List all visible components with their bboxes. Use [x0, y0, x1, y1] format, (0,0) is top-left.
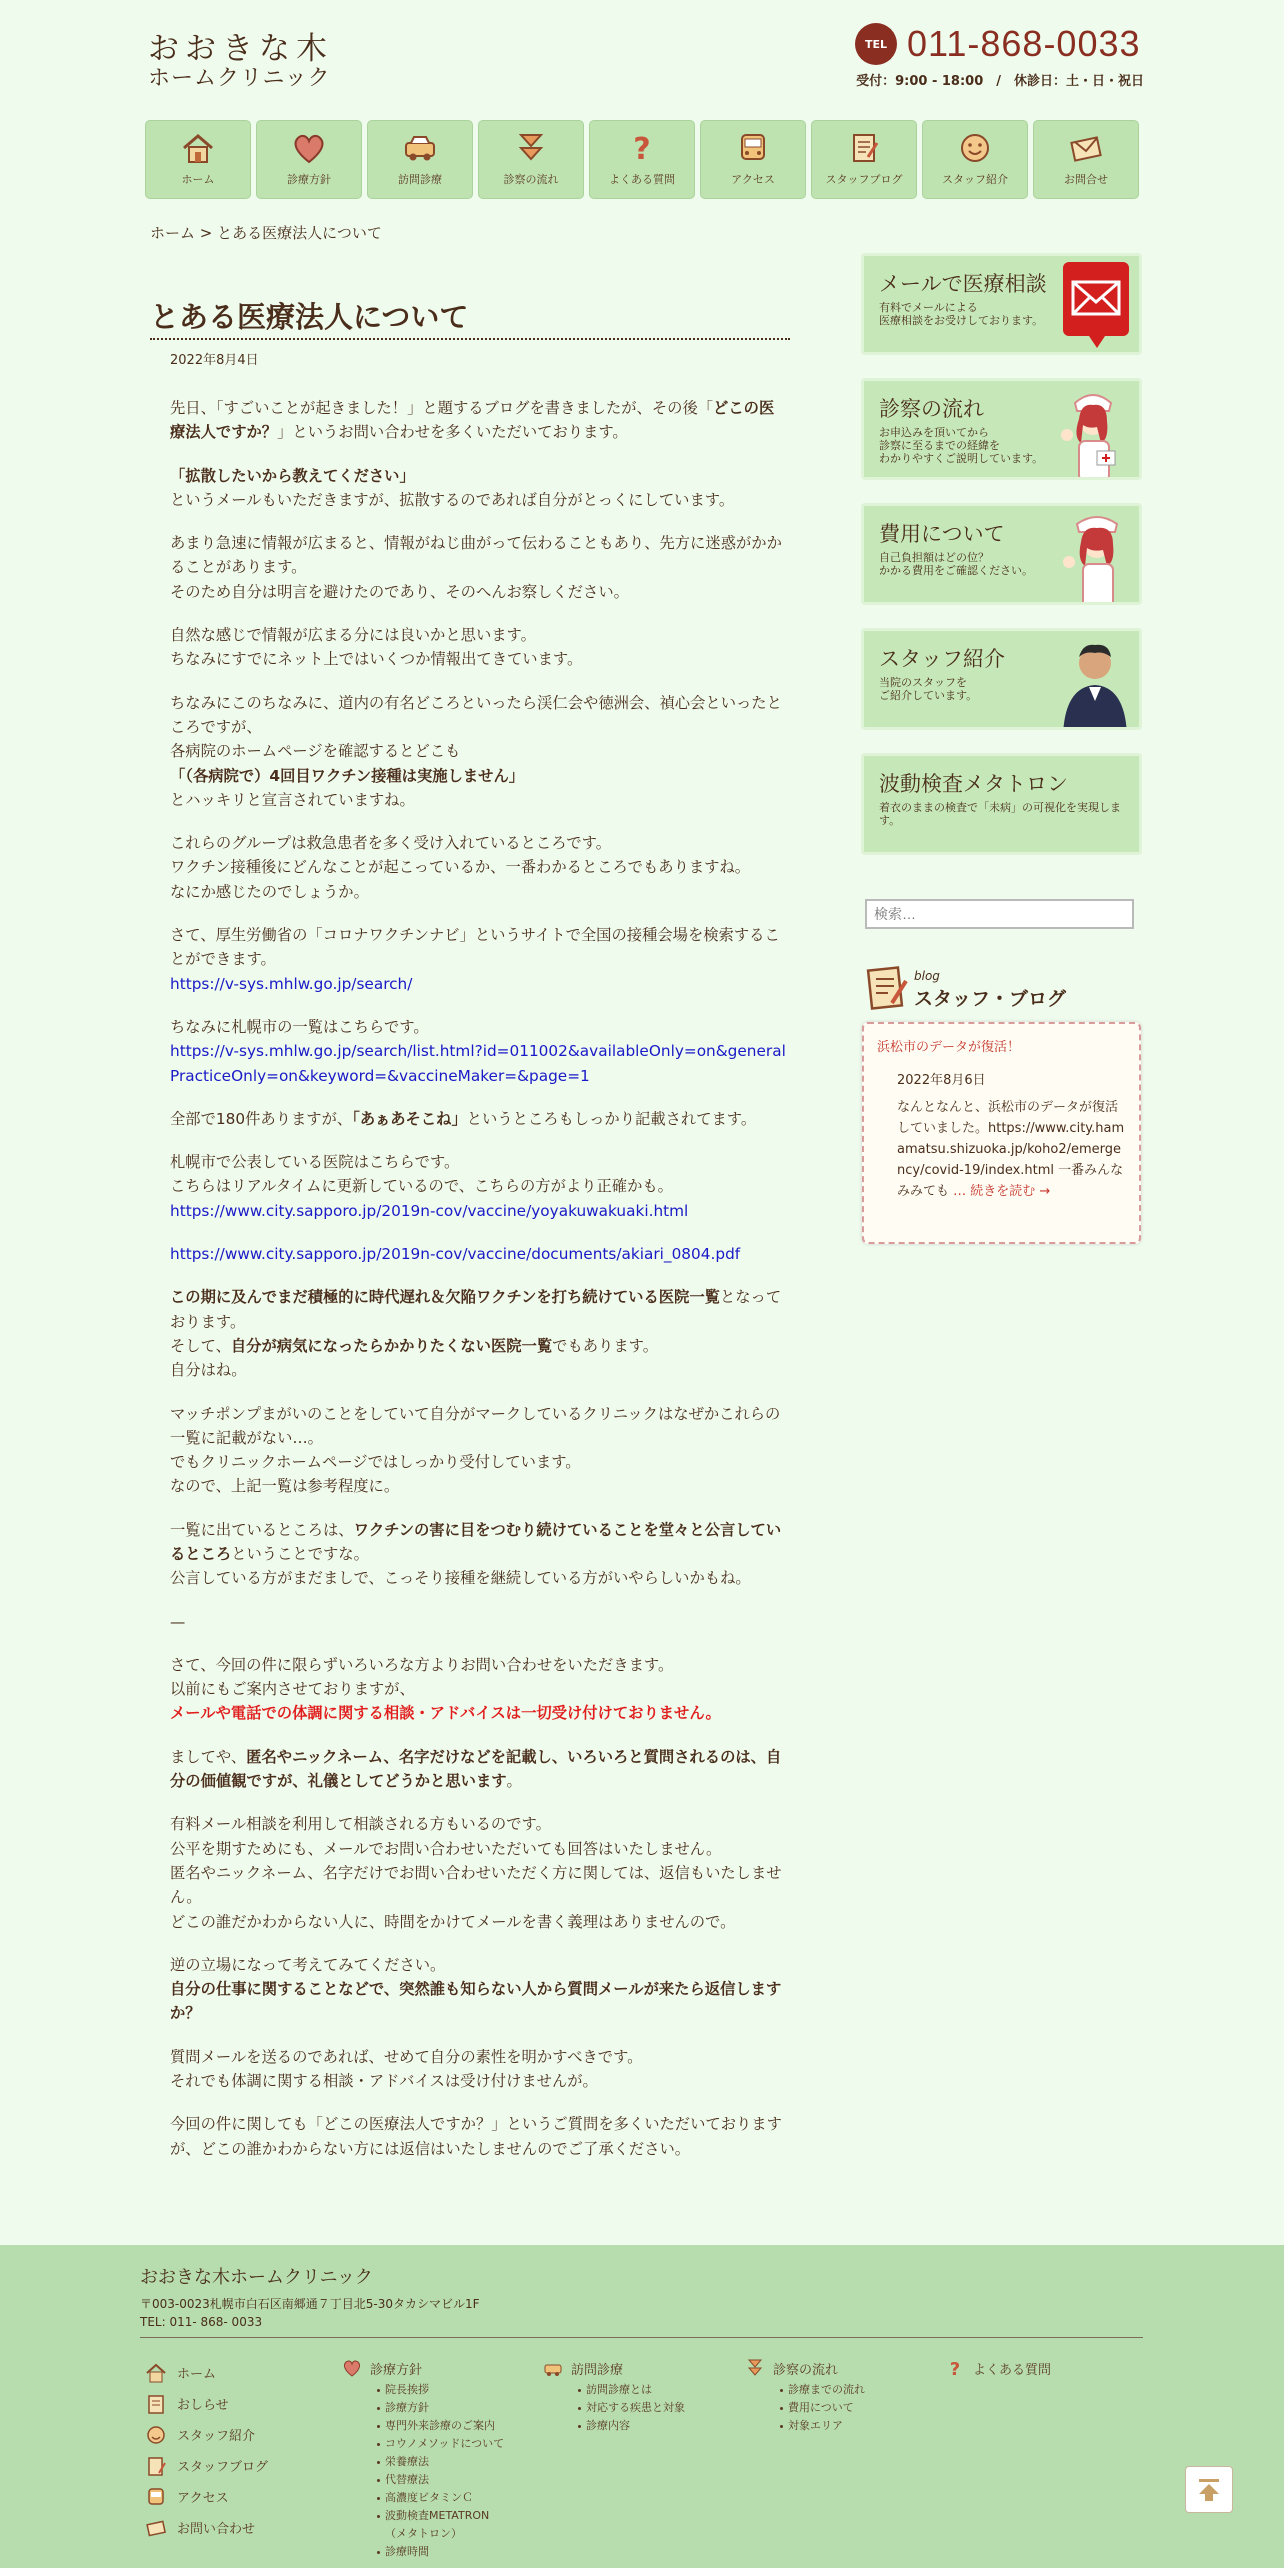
- paragraph: 質問メールを送るのであれば、せめて自分の素性を明かすべきです。 それでも体調に関する相談・アドバイスは受け付けませんが。: [170, 2047, 643, 2091]
- post-title-link[interactable]: 浜松市のデータが復活！: [877, 1040, 1021, 1055]
- article-body: [170, 396, 788, 2161]
- footer-link-news[interactable]: おしらせ: [145, 2388, 268, 2419]
- footer-link[interactable]: 代替療法: [377, 2471, 507, 2489]
- paragraph: ましてや、匿名やニックネーム、名字だけなどを記載し、いろいろと質問されるのは、自分の価値観ですが、礼儀としてどうかと思います。: [170, 1747, 782, 1791]
- paragraph: 札幌市で公表している医院はこちらです。 こちらはリアルタイムに更新しているので、こちらの方がより正確かも。 https://www.city.sapporo.jp/2019n-cov/vaccine/yoyakuwakuaki.html: [170, 1153, 689, 1220]
- footer-link[interactable]: 診療方針: [377, 2399, 507, 2417]
- smile-icon: [957, 131, 993, 165]
- paragraph: これらのグループは救急患者を多く受け入れているところです。 ワクチン接種後にどんなことが起こっているか、一番わかるところでもありますね。 なにか感じたのでしょうか。: [170, 834, 751, 901]
- paragraph: 「拡散したいから教えてください」 というメールもいただきますが、拡散するのであれば自分がとっくにしています。: [170, 466, 735, 509]
- page-title: とある医療法人について: [150, 295, 790, 340]
- article: [150, 295, 790, 2180]
- heart-icon: [342, 2358, 362, 2378]
- tel-badge: TEL: [855, 23, 897, 65]
- footer-divider: [140, 2337, 1143, 2338]
- arrows-down-icon: [745, 2358, 765, 2378]
- banner-mail-consult[interactable]: メールで医療相談 有料でメールによる 医療相談をお受けしております。: [861, 253, 1142, 355]
- footer-link-home[interactable]: ホーム: [145, 2357, 268, 2388]
- banner-consult-flow[interactable]: 診察の流れ お申込みを頂いてから 診察に至るまでの経緯を わかりやすくご説明しています。: [861, 378, 1142, 480]
- paragraph: 今回の件に関しても「どこの医療法人ですか？」というご質問を多くいただいておりますが、どこの誰かわからない方には返信はいたしませんのでご了承ください。: [170, 2115, 782, 2158]
- site-header: [0, 0, 1284, 110]
- home-icon: [145, 2362, 167, 2384]
- footer-col-faq: [945, 2357, 1051, 2379]
- nav-faq[interactable]: ? よくある質問: [589, 120, 695, 199]
- nav-policy[interactable]: 診療方針: [256, 120, 362, 199]
- footer-col-visit: [543, 2357, 685, 2435]
- question-icon: [945, 2358, 965, 2378]
- nav-home[interactable]: ホーム: [145, 120, 251, 199]
- nav-contact[interactable]: お問合せ: [1033, 120, 1139, 199]
- paragraph: あまり急速に情報が広まると、情報がねじ曲がって伝わることもあり、先方に迷惑がかかることがあります。 そのため自分は明言を避けたのであり、そのへんお察しください。: [170, 534, 782, 601]
- paragraph: さて、今回の件に限らずいろいろな方よりお問い合わせをいただきます。 以前にもご案内させておりますが、 メールや電話での体調に関する相談・アドバイスは一切受け付けておりません。: [170, 1655, 721, 1723]
- footer-link[interactable]: 波動検査METATRON（メタトロン）: [377, 2507, 507, 2543]
- blog-post-card: [862, 1022, 1141, 1244]
- footer-link[interactable]: 対応する疾患と対象: [578, 2399, 685, 2417]
- question-icon: [624, 131, 660, 165]
- footer-link-contact[interactable]: お問い合わせ: [145, 2512, 268, 2543]
- paragraph: この期に及んでまだ積極的に時代遅れ＆欠陥ワクチンを打ち続けている医院一覧となっております。 そして、自分が病気になったらかかりたくない医院一覧でもあります。 自分はね。: [170, 1288, 782, 1380]
- footer-link[interactable]: 栄養療法: [377, 2453, 507, 2471]
- paragraph: —: [170, 1612, 186, 1631]
- notebook-icon: [866, 965, 910, 1011]
- nav-staff[interactable]: スタッフ紹介: [922, 120, 1028, 199]
- footer-col-flow: [745, 2357, 865, 2435]
- sidebar: [861, 253, 1142, 878]
- paragraph: マッチポンプまがいのことをしていて自分がマークしているクリニックはなぜかこれらの一覧に記載がない…。 でもクリニックホームページではしっかり受付しています。 なので、上記一覧は参考程度に。: [170, 1404, 781, 1496]
- breadcrumb-separator: >: [199, 224, 213, 242]
- paragraph: 逆の立場になって考えてみてください。 自分の仕事に関することなどで、突然誰も知らない人から質問メールが来たら返信しますか？: [170, 1955, 782, 2023]
- mail-icon: [1061, 260, 1133, 350]
- nav-access[interactable]: アクセス: [700, 120, 806, 199]
- read-more-link[interactable]: … 続きを読む →: [953, 1184, 1051, 1199]
- paragraph: ちなみにこのちなみに、道内の有名どころといったら渓仁会や徳洲会、禎心会といったところですが、 各病院のホームページを確認するとどこも 「（各病院で）4回目ワクチン接種は実施しません」 とハッキリと宣言されていますね。: [170, 693, 782, 809]
- post-date: 2022年8月6日: [897, 1073, 986, 1088]
- heart-icon: [291, 131, 327, 165]
- svg-text:?: ?: [633, 132, 651, 165]
- footer-col-policy: [342, 2357, 507, 2561]
- link-vaccine-navi[interactable]: https://v-sys.mhlw.go.jp/search/: [170, 974, 413, 993]
- footer-heading-faq[interactable]: ? よくある質問: [945, 2357, 1051, 2379]
- footer-heading-visit[interactable]: 訪問診療: [543, 2357, 685, 2379]
- paragraph: [170, 1242, 788, 1266]
- banner-staff[interactable]: スタッフ紹介 当院のスタッフを ご紹介しています。: [861, 628, 1142, 730]
- footer-clinic-name: おおきな木ホームクリニック: [140, 2267, 373, 2288]
- paragraph: 全部で180件ありますが、「あぁあそこね」というところもしっかり記載されてます。: [170, 1109, 757, 1128]
- car-icon: [543, 2358, 563, 2378]
- doctor-photo: [1053, 635, 1133, 730]
- notebook-icon: [846, 131, 882, 165]
- arrow-up-icon: [1195, 2476, 1223, 2504]
- envelope-icon: [1068, 131, 1104, 165]
- footer-col-main: [145, 2357, 268, 2543]
- post-excerpt: なんとなんと、浜松市のデータが復活していました。https://www.city.hamamatsu.shizuoka.jp/koho2/emergency/covid-19/index.html 一番みんなみみても … 続きを読む →: [897, 1100, 1125, 1199]
- link-sapporo-list[interactable]: https://v-sys.mhlw.go.jp/search/list.html?id=011002&availableOnly=on&generalPracticeOnly=on&keyword=&vaccineMaker=&page=1: [170, 1042, 786, 1085]
- footer-link[interactable]: 対象エリア: [780, 2417, 865, 2435]
- search-input[interactable]: [865, 899, 1134, 929]
- notice-icon: [145, 2393, 167, 2415]
- notebook-icon: [145, 2455, 167, 2477]
- paragraph: 先日、「すごいことが起きました！」と題するブログを書きましたが、その後「どこの医療法人ですか？」というお問い合わせを多くいただいております。: [170, 399, 775, 442]
- svg-text:?: ?: [949, 2359, 961, 2378]
- nav-staff-blog[interactable]: スタッフブログ: [811, 120, 917, 199]
- nav-home-visit[interactable]: 訪問診療: [367, 120, 473, 199]
- envelope-icon: [145, 2517, 167, 2539]
- main-nav: [145, 120, 1139, 199]
- bus-icon: [145, 2486, 167, 2508]
- breadcrumb-current: とある医療法人について: [217, 224, 382, 242]
- office-hours: 受付：9:00 - 18:00 / 休診日：土・日・祝日: [856, 74, 1144, 89]
- phone-block: [855, 22, 1141, 66]
- post-date: 2022年8月4日: [170, 353, 259, 368]
- footer-link-access[interactable]: アクセス: [145, 2481, 268, 2512]
- footer-heading-flow[interactable]: 診察の流れ: [745, 2357, 865, 2379]
- paragraph: さて、厚生労働省の「コロナワクチンナビ」というサイトで全国の接種会場を検索することができます。 https://v-sys.mhlw.go.jp/search/: [170, 926, 780, 993]
- back-to-top-button[interactable]: [1185, 2466, 1233, 2513]
- footer-link[interactable]: 診療までの流れ: [780, 2381, 865, 2399]
- nurse-illustration: [1061, 510, 1133, 605]
- car-icon: [402, 131, 438, 165]
- link-sapporo-city[interactable]: https://www.city.sapporo.jp/2019n-cov/vaccine/yoyakuwakuaki.html: [170, 1201, 689, 1220]
- nav-flow[interactable]: 診察の流れ: [478, 120, 584, 199]
- footer-link[interactable]: 診療内容: [578, 2417, 685, 2435]
- home-icon: [180, 131, 216, 165]
- phone-number[interactable]: 011-868-0033: [907, 23, 1141, 64]
- footer-link[interactable]: 診療時間: [377, 2543, 507, 2561]
- paragraph: 自然な感じで情報が広まる分には良いかと思います。 ちなみにすでにネット上ではいくつか情報出てきています。: [170, 626, 583, 669]
- footer-link[interactable]: コウノメソッドについて: [377, 2435, 507, 2453]
- paragraph: 一覧に出ているところは、ワクチンの害に目をつむり続けていることを堂々と公言しているところということですな。 公言している方がまだましで、こっそり接種を継続している方がいやらしいかもね。: [170, 1520, 782, 1588]
- bus-icon: [735, 131, 771, 165]
- footer-link-staff[interactable]: スタッフ紹介: [145, 2419, 268, 2450]
- footer-link[interactable]: 院長挨拶: [377, 2381, 507, 2399]
- footer-link[interactable]: 費用について: [780, 2399, 865, 2417]
- breadcrumb: [150, 222, 382, 243]
- arrows-down-icon: [513, 131, 549, 165]
- footer-heading-policy[interactable]: 診療方針: [342, 2357, 507, 2379]
- nurse-illustration: [1053, 385, 1133, 480]
- link-sapporo-pdf[interactable]: https://www.city.sapporo.jp/2019n-cov/vaccine/documents/akiari_0804.pdf: [170, 1245, 741, 1264]
- footer-link[interactable]: 専門外来診療のご案内: [377, 2417, 507, 2435]
- staff-blog-heading: blog スタッフ・ブログ: [866, 965, 910, 1013]
- site-footer: [0, 2245, 1284, 2568]
- paragraph: 有料メール相談を利用して相談される方もいるのです。 公平を期すためにも、メールでお問い合わせいただいても回答はいたしません。 匿名やニックネーム、名字だけでお問い合わせいただく方に関しては、返信もいたしません。 どこの誰だかわからない人に、時間をかけてメールを書く義理はありませんので。: [170, 1815, 782, 1931]
- footer-link[interactable]: 高濃度ビタミンＣ: [377, 2489, 507, 2507]
- smile-icon: [145, 2424, 167, 2446]
- breadcrumb-home[interactable]: ホーム: [150, 224, 196, 242]
- site-logo[interactable]: おおきな木 ホームクリニック: [148, 31, 333, 91]
- footer-address: 〒003-0023札幌市白石区南郷通７丁目北5-30タカシマビル1F TEL: 011- 868- 0033: [140, 2297, 480, 2329]
- banner-metatron[interactable]: 波動検査メタトロン 着衣のままの検査で「未病」の可視化を実現します。: [861, 753, 1142, 855]
- banner-cost[interactable]: 費用について 自己負担額はどの位？ かかる費用をご確認ください。: [861, 503, 1142, 605]
- footer-link-blog[interactable]: スタッフブログ: [145, 2450, 268, 2481]
- footer-link[interactable]: 訪問診療とは: [578, 2381, 685, 2399]
- paragraph: ちなみに札幌市の一覧はこちらです。 https://v-sys.mhlw.go.jp/search/list.html?id=011002&availableOnly=on&generalPracticeOnly=on&keyword=&vaccineMaker=&page=1: [170, 1017, 786, 1085]
